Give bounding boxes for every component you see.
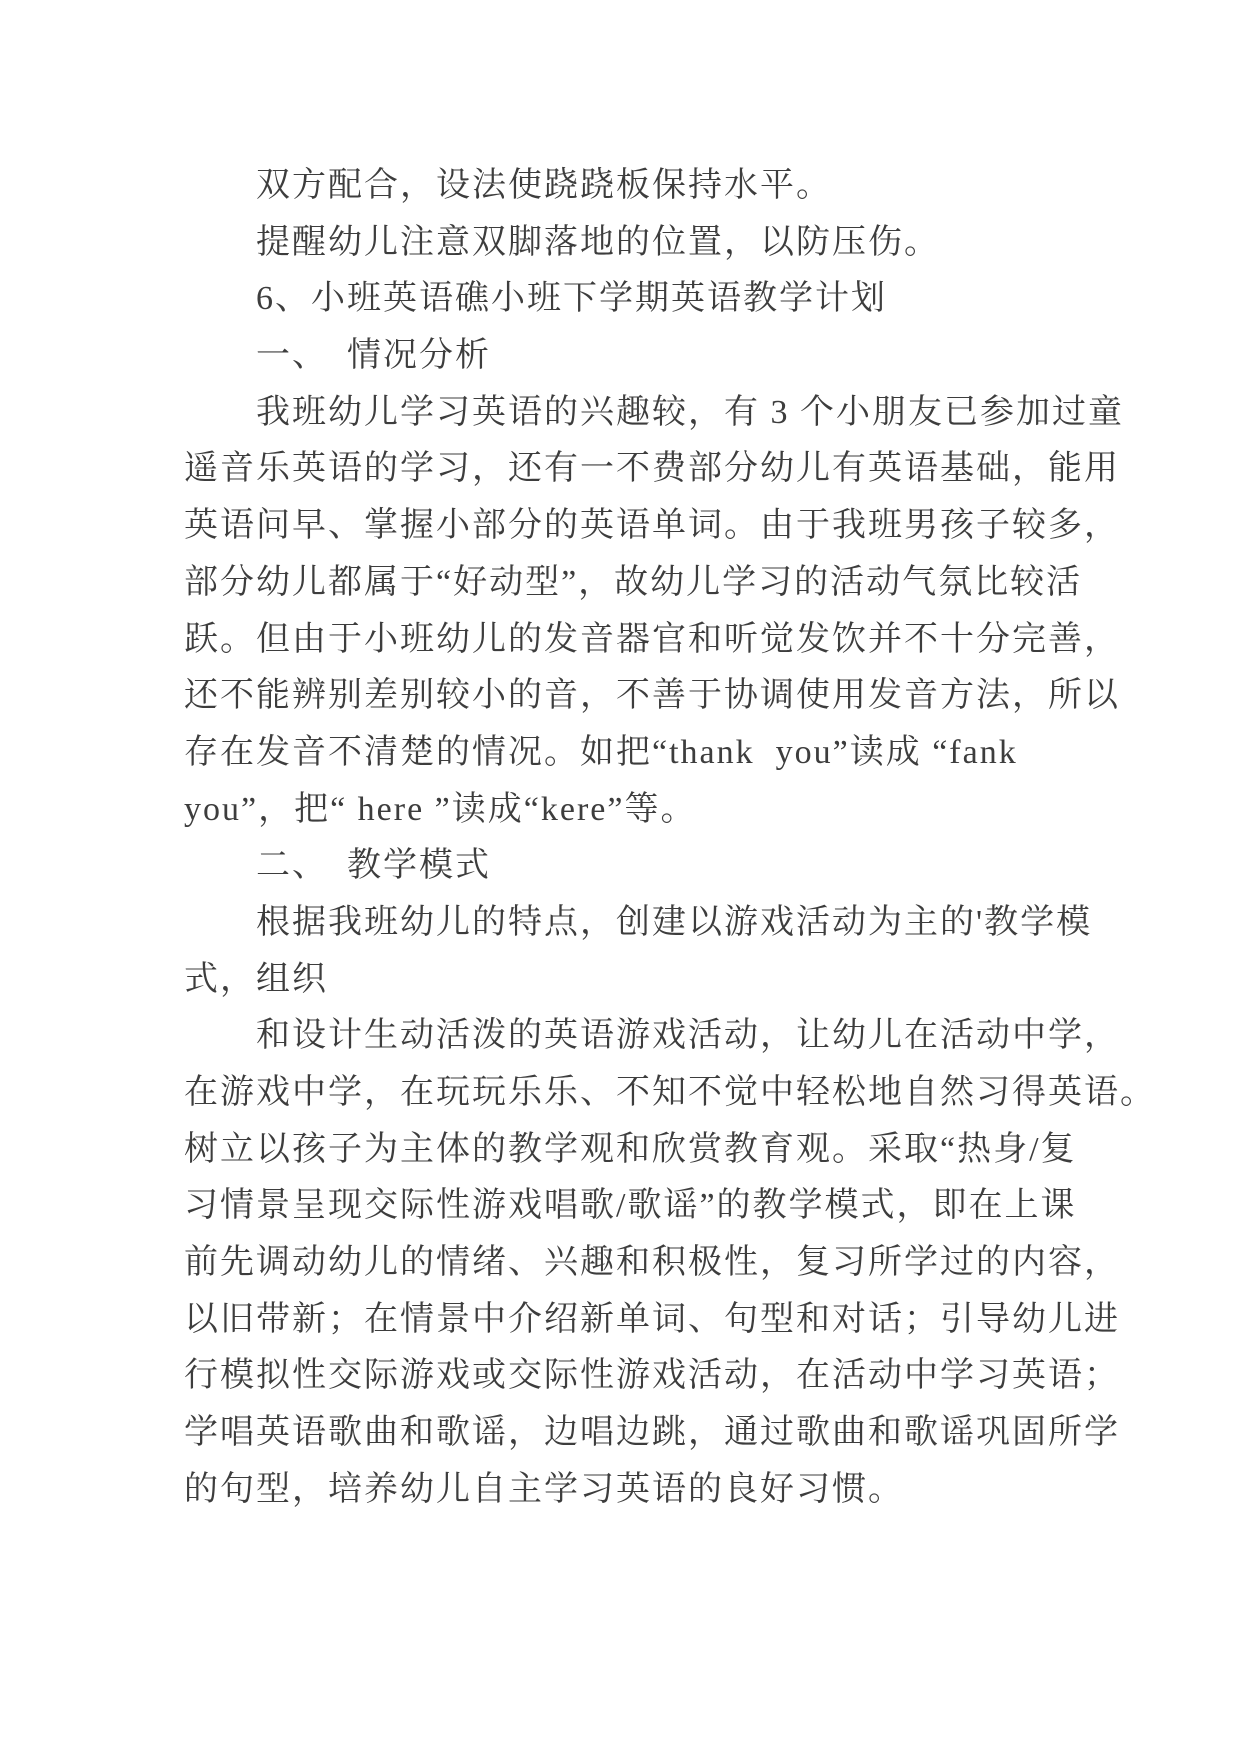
text-line: 遥音乐英语的学习，还有一不费部分幼儿有英语基础，能用 (184, 450, 1120, 488)
text-line: 在游戏中学，在玩玩乐乐、不知不觉中轻松地自然习得英语。 (184, 1074, 1156, 1111)
text-line: 双方配合，设法使跷跷板保持水平。 (256, 167, 832, 204)
text-line: 学唱英语歌曲和歌谣，边唱边跳，通过歌曲和歌谣巩固所学 (184, 1414, 1120, 1452)
text-line: 二、 教学模式 (256, 847, 491, 885)
text-line: 行模拟性交际游戏或交际性游戏活动，在活动中学习英语； (184, 1357, 1120, 1395)
text-line: 和设计生动活泼的英语游戏活动，让幼儿在活动中学， (256, 1017, 1120, 1055)
text-line: 式，组织 (184, 960, 328, 998)
document-text (184, 158, 1156, 1519)
text-line: 还不能辨别差别较小的音，不善于协调使用发音方法，所以 (184, 677, 1120, 715)
text-line: 部分幼儿都属于“好动型”，故幼儿学习的活动气氛比较活 (184, 563, 1083, 601)
text-line: 树立以孩子为主体的教学观和欣赏教育观。采取“热身/复 (184, 1130, 1077, 1168)
text-line: you”，把“ here ”读成“kere”等。 (184, 790, 697, 828)
text-line: 英语问早、掌握小部分的英语单词。由于我班男孩子较多， (184, 507, 1120, 545)
text-line: 前先调动幼儿的情绪、兴趣和积极性，复习所学过的内容， (184, 1244, 1120, 1282)
text-line: 提醒幼儿注意双脚落地的位置，以防压伤。 (256, 223, 940, 261)
text-line: 一、 情况分析 (256, 337, 491, 375)
text-line: 跃。但由于小班幼儿的发音器官和听觉发饮并不十分完善， (184, 620, 1120, 658)
text-line: 根据我班幼儿的特点，创建以游戏活动为主的'教学模 (256, 903, 1093, 941)
text-line: 存在发音不清楚的情况。如把“thank you”读成 “fank (184, 733, 1018, 771)
text-line: 以旧带新；在情景中介绍新单词、句型和对话；引导幼儿进 (184, 1300, 1120, 1338)
text-line: 的句型，培养幼儿自主学习英语的良好习惯。 (184, 1470, 904, 1508)
text-line: 我班幼儿学习英语的兴趣较，有 3 个小朋友已参加过童 (256, 393, 1124, 431)
text-line: 习情景呈现交际性游戏唱歌/歌谣”的教学模式，即在上课 (184, 1187, 1077, 1225)
text-line: 6、小班英语礁小班下学期英语教学计划 (256, 280, 887, 318)
